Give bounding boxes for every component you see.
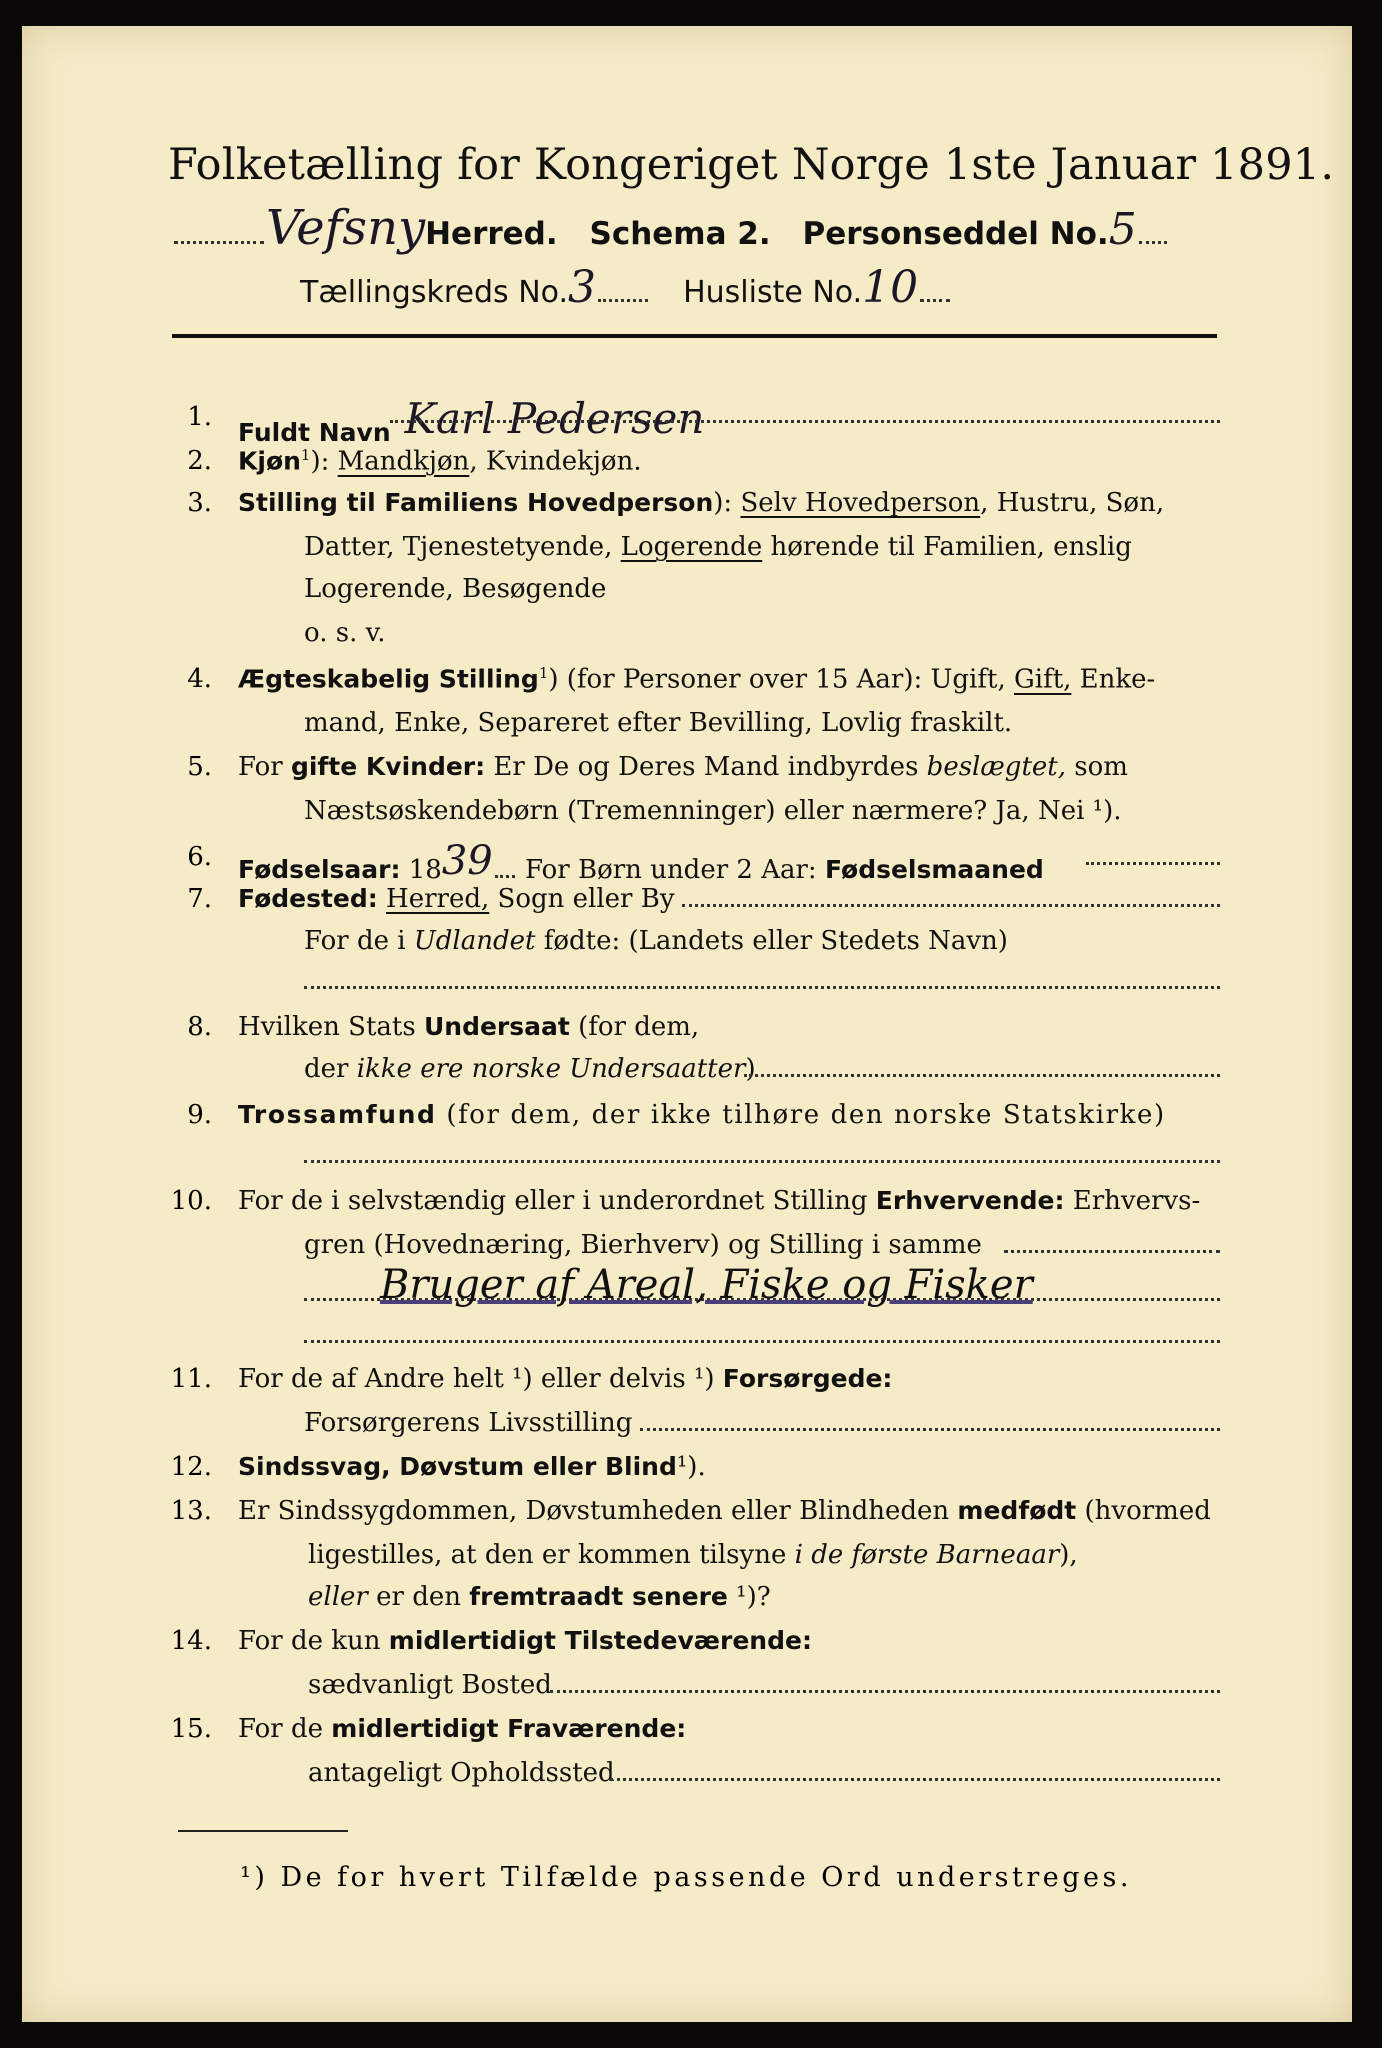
item-6-value: 39 — [441, 838, 493, 884]
item-9-line: Trossamfund (for dem, der ikke tilhøre den norske Statskirke) — [238, 1100, 1166, 1130]
item-7-fill-line — [682, 904, 1220, 907]
item-8-line-2: der ikke ere norske Undersaatter) — [304, 1054, 756, 1084]
item-14-label: midlertidigt Tilstedeværende: — [388, 1626, 812, 1655]
item-7-fill-line-2 — [304, 986, 1220, 989]
item-5-label: gifte Kvinder: — [290, 752, 486, 781]
item-10-fill-line — [1004, 1250, 1220, 1253]
item-5-line-1: For gifte Kvinder: Er De og Deres Mand indbyrdes beslægtet, som — [238, 752, 1128, 782]
item-3-line-4: o. s. v. — [304, 618, 386, 648]
kreds-label: Tællingskreds No. — [300, 275, 568, 310]
item-10-line-1: For de i selvstændig eller i underordnet Stilling Erhvervende: Erhvervs- — [238, 1186, 1201, 1216]
item-15-line-1: For de midlertidigt Fraværende: — [238, 1714, 687, 1744]
item-8-number: 8. — [187, 1012, 212, 1042]
header-line-2 — [300, 262, 952, 313]
husliste-value: 10 — [862, 262, 919, 313]
schema-label: Schema 2. — [589, 216, 771, 252]
item-13-line-1: Er Sindssygdommen, Døvstumheden eller Blindheden medfødt (hvormed — [238, 1496, 1211, 1526]
item-10-label: Erhvervende: — [875, 1186, 1065, 1215]
item-2-number: 2. — [187, 446, 212, 476]
item-10-number: 10. — [170, 1186, 212, 1216]
item-3-line-2: Datter, Tjenestetyende, Logerende hørende til Familien, enslig — [304, 532, 1132, 562]
kreds-value: 3 — [568, 262, 596, 313]
personseddel-label: Personseddel No. — [802, 216, 1109, 252]
herred-label: Herred. — [425, 216, 558, 252]
item-14-number: 14. — [170, 1626, 212, 1656]
item-5-number: 5. — [187, 752, 212, 782]
item-1-label: Fuldt Navn — [238, 418, 391, 447]
item-11-label: Forsørgede: — [722, 1364, 893, 1393]
item-12-line: Sindssvag, Døvstum eller Blind¹). — [238, 1452, 706, 1482]
footnote: ¹) De for hvert Tilfælde passende Ord understreges. — [240, 1862, 1132, 1893]
item-3-option-logerende: Logerende — [620, 532, 763, 562]
item-9-label: Trossamfund — [238, 1100, 437, 1129]
item-14-line-2: sædvanligt Bosted — [308, 1670, 552, 1700]
item-2-option-mandkjon: Mandkjøn — [337, 446, 470, 477]
item-15-fill-line — [610, 1778, 1220, 1781]
item-6-fill-line — [1086, 862, 1220, 865]
item-8-line-1: Hvilken Stats Undersaat (for dem, — [238, 1012, 700, 1042]
item-3-label: Stilling til Familiens Hovedperson — [238, 488, 714, 517]
personseddel-value: 5 — [1108, 204, 1137, 255]
item-1-number: 1. — [187, 402, 212, 432]
header-rule — [172, 334, 1217, 338]
item-7-option-herred: Herred, — [386, 884, 490, 914]
footnote-rule — [178, 1830, 348, 1832]
item-7-number: 7. — [187, 884, 212, 914]
item-1-line — [238, 394, 705, 451]
item-3-line-3: Logerende, Besøgende — [304, 574, 607, 604]
item-9-fill-line — [304, 1160, 1220, 1163]
item-4-line-1: Ægteskabelig Stilling$^1$) (for Personer over 15 Aar): Ugift, Gift, Enke- — [238, 664, 1156, 695]
item-13-number: 13. — [170, 1496, 212, 1526]
husliste-label: Husliste No. — [683, 275, 863, 310]
item-7-line-1: Fødested: Herred, Sogn eller By — [238, 884, 675, 914]
item-11-line-2: Forsørgerens Livsstilling — [304, 1408, 633, 1438]
item-15-line-2: antageligt Opholdssted — [308, 1758, 615, 1788]
item-6-label: Fødselsaar: — [238, 855, 401, 884]
item-13-label: medfødt — [957, 1496, 1077, 1525]
item-15-number: 15. — [170, 1714, 212, 1744]
header-line-1 — [172, 200, 1169, 256]
item-5-line-2: Næstsøskendebørn (Tremenninger) eller nærmere? Ja, Nei ¹). — [304, 796, 1122, 826]
item-3-number: 3. — [187, 488, 212, 518]
item-14-line-1: For de kun midlertidigt Tilstedeværende: — [238, 1626, 812, 1656]
item-10-value: Bruger af Areal, Fiske og Fisker — [380, 1262, 1033, 1308]
item-6-label-2: Fødselsmaaned — [824, 855, 1044, 884]
form-title: Folketælling for Kongeriget Norge 1ste Januar 1891. — [168, 140, 1335, 190]
item-1-fill-line — [390, 420, 1220, 423]
item-13-line-3: eller er den fremtraadt senere ¹)? — [308, 1582, 771, 1612]
item-2-label: Kjøn — [238, 446, 301, 476]
item-4-option-gift: Gift, — [1013, 664, 1072, 695]
item-8-fill-line — [744, 1074, 1220, 1077]
item-1-value: Karl Pedersen — [404, 394, 705, 443]
item-12-number: 12. — [170, 1452, 212, 1482]
item-2-line: Kjøn$^1$): Mandkjøn, Kvindekjøn. — [238, 446, 642, 477]
item-3-line-1: Stilling til Familiens Hovedperson): Selv Hovedperson, Hustru, Søn, — [238, 488, 1165, 518]
item-6-line: Fødselsaar: 1839 For Børn under 2 Aar: Fødselsmaaned — [238, 838, 1044, 885]
item-11-line-1: For de af Andre helt ¹) eller delvis ¹) Forsørgede: — [238, 1364, 893, 1394]
item-10-fill-line-3 — [304, 1340, 1220, 1343]
item-7-line-2: For de i Udlandet fødte: (Landets eller Stedets Navn) — [304, 926, 1008, 956]
item-12-label: Sindssvag, Døvstum eller Blind — [238, 1452, 677, 1481]
item-7-label: Fødested: — [238, 884, 378, 913]
item-4-label: Ægteskabelig Stilling — [238, 664, 539, 694]
item-15-label: midlertidigt Fraværende: — [331, 1714, 687, 1743]
herred-value: Vefsny — [266, 200, 426, 256]
item-10-line-2: gren (Hovednæring, Bierhverv) og Stilling i samme — [304, 1230, 982, 1260]
item-4-number: 4. — [187, 664, 212, 694]
item-13-label-2: fremtraadt senere — [469, 1582, 728, 1611]
item-3-option-selv: Selv Hovedperson — [740, 488, 981, 518]
item-9-number: 9. — [187, 1100, 212, 1130]
item-11-fill-line — [640, 1428, 1220, 1431]
item-13-line-2: ligestilles, at den er kommen tilsyne i de første Barneaar), — [308, 1540, 1078, 1570]
item-6-number: 6. — [187, 842, 212, 872]
item-4-line-2: mand, Enke, Separeret efter Bevilling, Lovlig fraskilt. — [304, 708, 1013, 738]
item-8-label: Undersaat — [423, 1012, 570, 1041]
item-14-fill-line — [550, 1690, 1220, 1693]
item-11-number: 11. — [170, 1364, 212, 1394]
